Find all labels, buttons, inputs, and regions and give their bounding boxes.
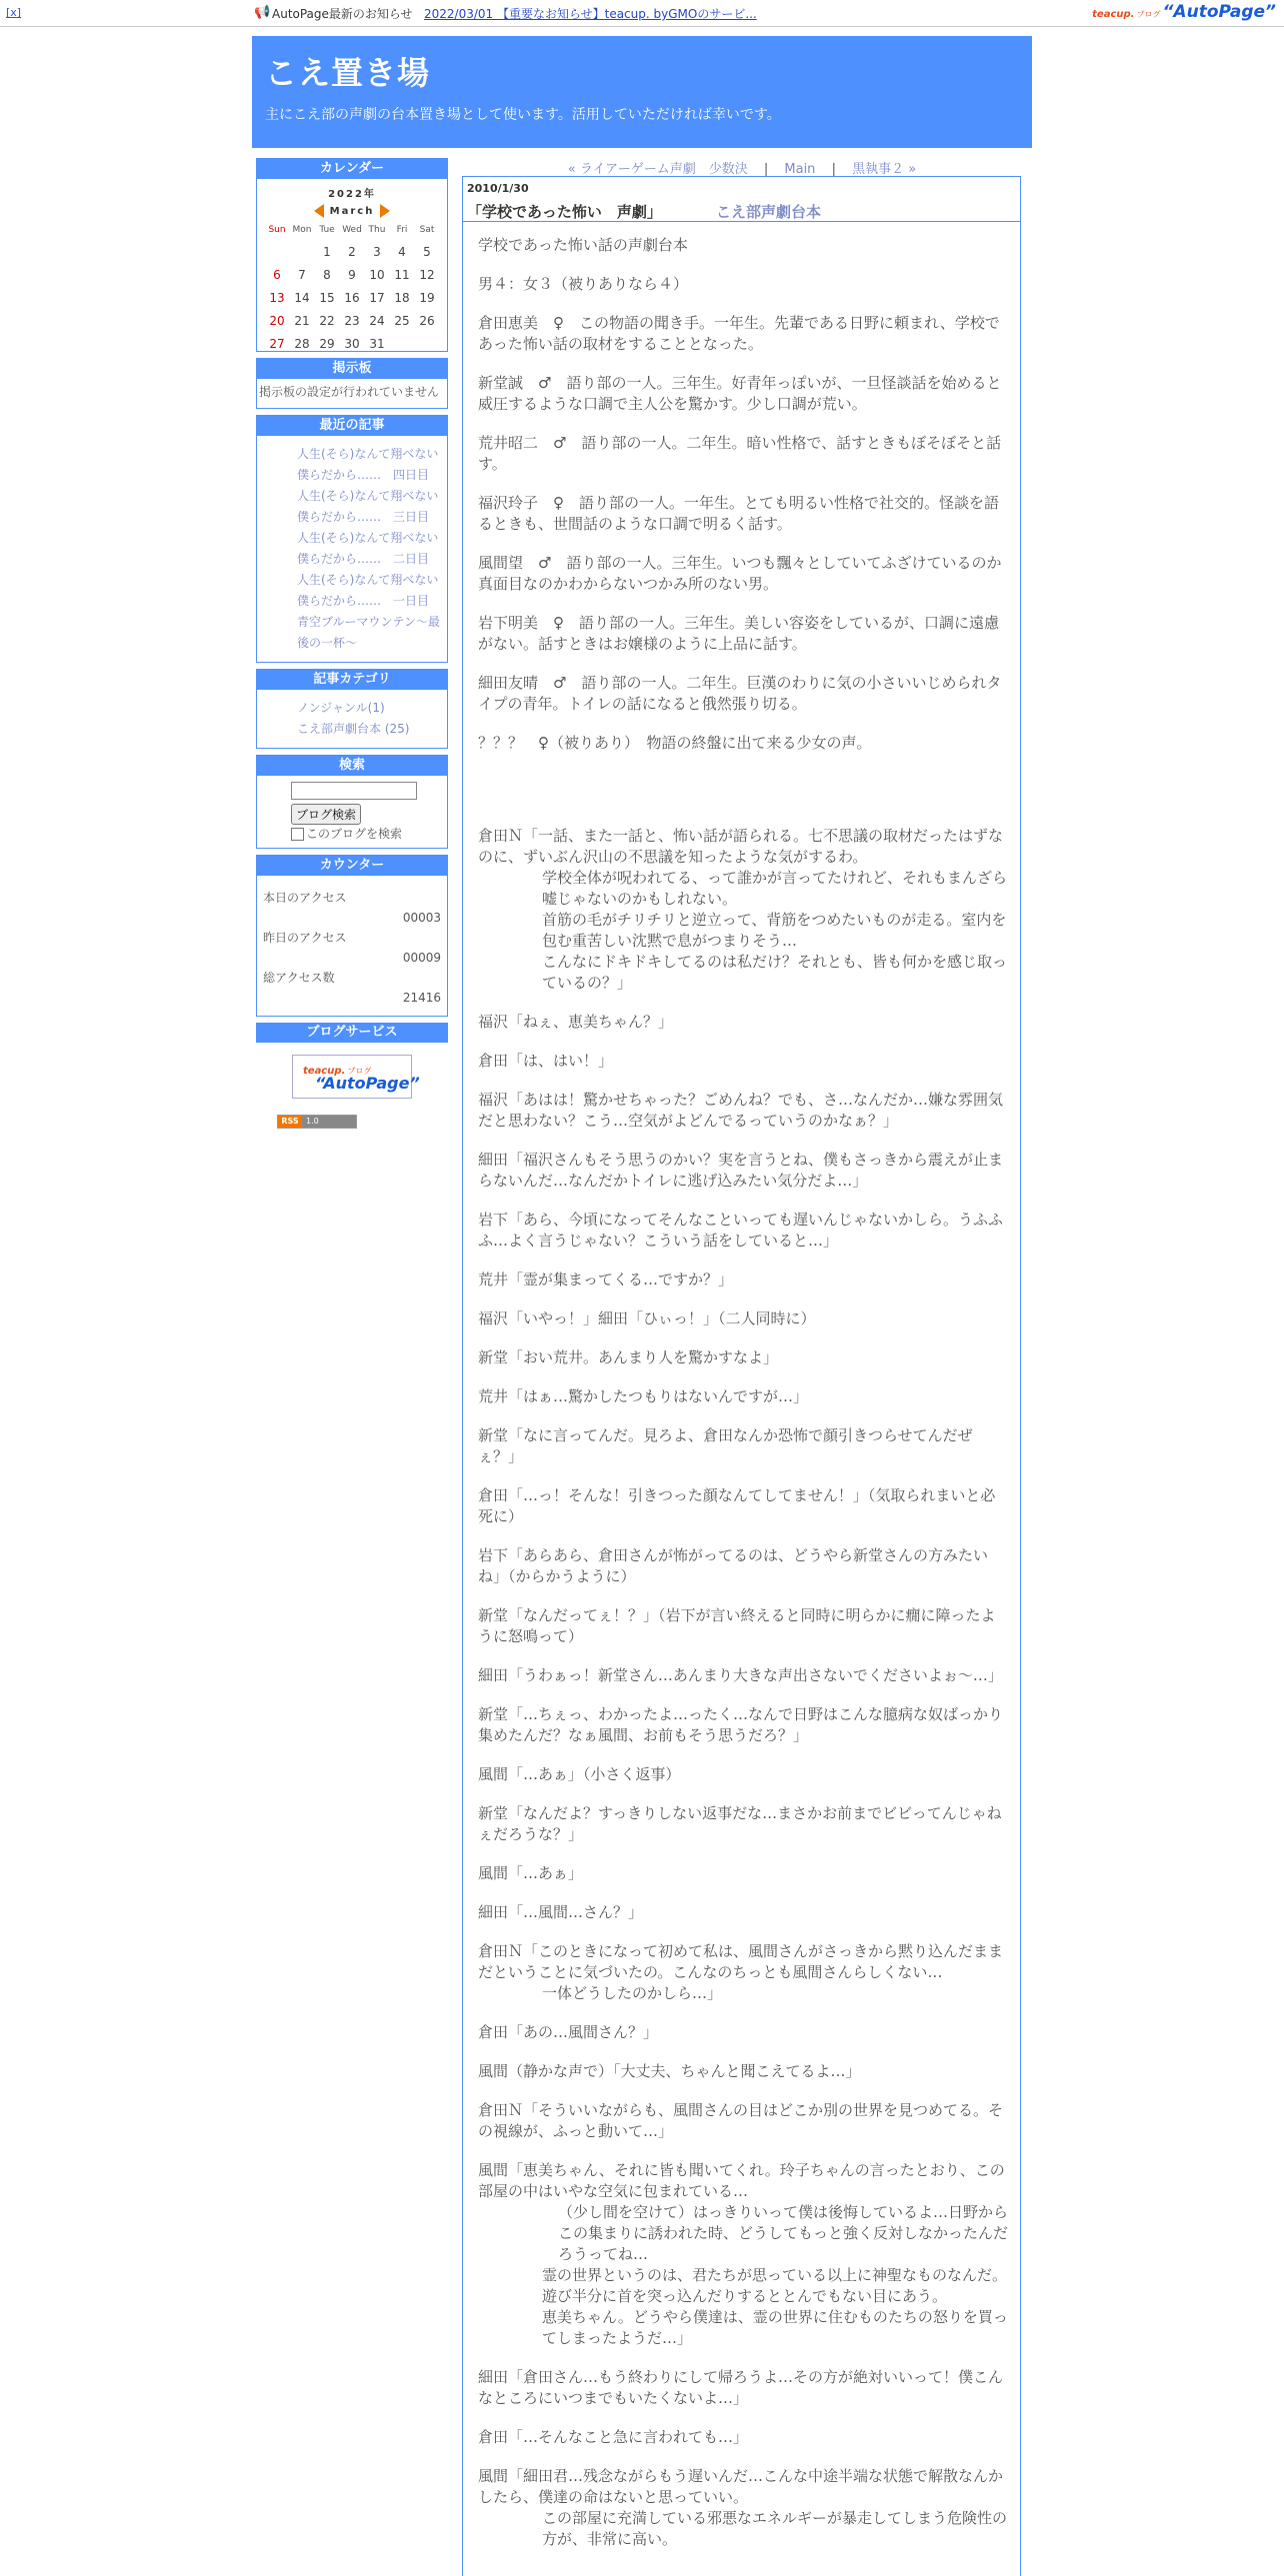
dialogue-line: 風間「…あぁ」 — [478, 1864, 583, 1882]
post-paragraph: 荒井昭二 ♂ 語り部の一人。二年生。暗い性格で、話すときもぼそぼそと話す。 — [478, 434, 1002, 473]
dialogue-line: 新堂「なんだよ？すっきりしない返事だな…まさかお前までビビってんじゃねぇだろうな？」 — [478, 1804, 1002, 1843]
narration-block — [478, 826, 1008, 994]
nav-separator: | — [763, 162, 769, 177]
calendar-day: 18 — [394, 290, 410, 305]
categories-widget — [256, 669, 448, 749]
dialogue-line: 新堂「…ちぇっ、わかったよ…ったく…なんで日野はこんな臆病な奴ばっかり集めたんだ？なぁ風間、お前もそう思うだろ？」 — [478, 1705, 1004, 1744]
calendar-title: カレンダー — [257, 159, 447, 179]
post-paragraph: 男４：女３（被りありなら４） — [478, 275, 689, 293]
post-date: 2010/1/30 — [467, 182, 529, 195]
narration-line: 学校全体が呪われてる、って誰かが言ってたけれど、それもまんざら嘘じゃないのかもしれない。 — [542, 869, 1008, 908]
sidebar — [256, 158, 448, 1135]
dialogue-line: 細田「倉田さん…もう終わりにして帰ろうよ…その方が絶対いいって！僕こんなところにいつまでもいたくないよ…」 — [478, 2368, 1004, 2407]
narration-line: 首筋の毛がチリチリと逆立って、背筋をつめたいものが走る。室内を包む重苦しい沈黙で息がつまりそう… — [542, 911, 1007, 950]
dialogue-line: 風間「細田君…残念ながらもう遅いんだ…こんな中途半端な状態で解散なんかしたら、僕達の命はないと思っていい。 — [478, 2467, 1004, 2506]
recent-posts-list — [257, 436, 447, 662]
calendar-day: 9 — [348, 267, 356, 282]
calendar-day: 1 — [323, 244, 331, 259]
recent-post-link[interactable]: 青空ブルーマウンテン～最後の一杯～ — [297, 614, 440, 650]
counter-widget — [256, 855, 448, 1017]
prev-month-icon[interactable] — [314, 204, 324, 218]
post-title[interactable]: 「学校であった怖い 声劇」 — [467, 203, 662, 221]
weekday-header: Sat — [419, 225, 435, 235]
calendar-day: 29 — [319, 336, 335, 351]
recent-post-link[interactable]: 人生(そら)なんて翔べない僕らだから…… 二日目 — [297, 530, 439, 566]
brand-autopage: “AutoPage” — [1162, 2, 1276, 22]
calendar-day: 22 — [319, 313, 335, 328]
calendar-day: 8 — [323, 267, 331, 282]
calendar-day: 27 — [269, 336, 285, 351]
calendar-day: 10 — [369, 267, 385, 282]
title-divider — [463, 221, 1020, 222]
next-month-icon[interactable] — [380, 204, 390, 218]
dialogue-line: 恵美ちゃん。どうやら僕達は、霊の世界に住むものたちの怒りを買ってしまったようだ…」 — [542, 2308, 1008, 2347]
post-paragraph: 福沢玲子 ♀ 語り部の一人。一年生。とても明るい性格で社交的。怪談を語るときも、世間話のような口調で明るく話す。 — [478, 494, 999, 533]
recent-post-link[interactable]: 人生(そら)なんて翔べない僕らだから…… 四日目 — [297, 446, 439, 482]
dialogue-line: 倉田Ｎ「そういいながらも、風間さんの目はどこか別の世界を見つめてる。その視線が、ふっと動いて…」 — [478, 2101, 1004, 2140]
post-body — [478, 235, 1008, 2568]
autopage-logo[interactable] — [1092, 2, 1276, 22]
counter-title: カウンター — [257, 856, 447, 876]
search-title: 検索 — [257, 756, 447, 776]
post-paragraph: 風間望 ♂ 語り部の一人。三年生。いつも飄々としていてふざけているのか真面目なのかわからないつかみ所のない男。 — [478, 554, 1002, 593]
recent-post-link[interactable]: 人生(そら)なんて翔べない僕らだから…… 一日目 — [297, 572, 439, 608]
logo-autopage: “AutoPage” — [315, 1073, 420, 1093]
dialogue-line: 倉田「…っ！そんな！引きつった顔なんてしてません！」（気取られまいと必死に） — [478, 1486, 996, 1525]
calendar-day: 14 — [294, 290, 310, 305]
calendar-day: 21 — [294, 313, 310, 328]
dialogue-line: 倉田「…そんなこと急に言われても…」 — [478, 2428, 749, 2446]
dialogue-line: 荒井「はぁ…驚かしたつもりはないんですが…」 — [478, 1387, 809, 1405]
search-input[interactable] — [291, 782, 417, 800]
weekday-header: Sun — [268, 225, 286, 235]
dialogue-line: 風間「恵美ちゃん、それに皆も聞いてくれ。玲子ちゃんの言ったとおり、この部屋の中はいやな空気に包まれている… — [478, 2161, 1005, 2200]
post-paragraph: 倉田恵美 ♀ この物語の聞き手。一年生。先輩である日野に頼まれ、学校であった怖い話の取材をすることとなった。 — [478, 314, 1000, 353]
weekday-header: Tue — [319, 225, 335, 235]
bbs-message: 掲示板の設定が行われていません — [259, 385, 440, 399]
dialogue-line: 新堂「なんだってぇ！？」（岩下が言い終えると同時に明らかに癇に障ったように怒鳴って） — [478, 1606, 996, 1645]
dialogue-line: 倉田「あの…風間さん？」 — [478, 2023, 659, 2041]
search-this-blog-checkbox[interactable] — [291, 828, 304, 841]
search-widget — [256, 755, 448, 849]
calendar-day: 13 — [269, 290, 285, 305]
narration-line: 倉田Ｎ「このときになって初めて私は、風間さんがさっきから黙り込んだままだということに気づいたの。こんなのちっとも風間さんらしくない… — [478, 1942, 1004, 1981]
search-this-blog-label: このブログを検索 — [306, 826, 403, 841]
counter-today-value: 00003 — [402, 910, 441, 925]
calendar-day: 26 — [419, 313, 435, 328]
calendar-day: 5 — [423, 244, 431, 259]
brand-teacup: teacup. — [1092, 9, 1135, 20]
post-paragraph: 細田友晴 ♂ 語り部の一人。二年生。巨漢のわりに気の小さいいじめられタイプの青年。トイレの話になると俄然張り切る。 — [478, 674, 1002, 713]
counter-body — [257, 876, 447, 1016]
teacup-autopage-logo[interactable] — [292, 1055, 420, 1099]
calendar-day: 20 — [269, 313, 285, 328]
next-post-link[interactable]: 黒執事２ » — [852, 162, 917, 177]
speaker-icon: 📢 — [254, 5, 271, 20]
blog-subtitle: 主にこえ部の声劇の台本置き場として使います。活用していただければ幸いです。 — [265, 107, 781, 123]
calendar-day: 15 — [319, 290, 335, 305]
calendar-day: 25 — [394, 313, 410, 328]
nav-separator: | — [831, 162, 836, 177]
calendar-day: 7 — [298, 267, 306, 282]
autopage-notice-bar — [0, 0, 1284, 27]
narration-line: 一体どうしたのかしら…」 — [542, 1984, 723, 2002]
counter-total-label: 総アクセス数 — [263, 970, 335, 985]
calendar-day: 31 — [369, 336, 385, 351]
calendar-grid — [265, 220, 440, 355]
calendar-day: 2 — [348, 244, 356, 259]
category-link[interactable]: こえ部声劇台本 (25) — [297, 721, 410, 736]
post-paragraph: 新堂誠 ♂ 語り部の一人。三年生。好青年っぽいが、一旦怪談話を始めると威圧するような口調で主人公を驚かす。少し口調が荒い。 — [478, 374, 1002, 413]
dialogue-line: 倉田「は、はい！」 — [478, 1052, 614, 1070]
calendar-day: 30 — [344, 336, 360, 351]
calendar-widget — [256, 158, 448, 352]
dialogue-block — [478, 2466, 1008, 2550]
post-paragraph: 学校であった怖い話の声劇台本 — [478, 236, 688, 254]
search-form — [257, 776, 447, 848]
recent-posts-title: 最近の記事 — [257, 416, 447, 436]
blog-search-button[interactable]: ブログ検索 — [291, 804, 361, 825]
dialogue-line: 細田「…風間…さん？」 — [478, 1903, 644, 1921]
recent-posts-widget — [256, 415, 448, 663]
service-logo-area — [256, 1043, 448, 1105]
dialogue-block — [478, 2160, 1008, 2349]
calendar-day: 6 — [273, 267, 281, 282]
calendar-day: 17 — [369, 290, 385, 305]
blog-service-widget — [256, 1023, 448, 1129]
dialogue-line: 細田「福沢さんもそう思うのかい？実を言うとね、僕もさっきから震えが止まらないんだ…なんだかトイレに逃げ込みたい気分だよ…」 — [478, 1151, 1004, 1190]
category-link[interactable]: ノンジャンル(1) — [297, 700, 385, 715]
notice-label: AutoPage最新のお知らせ — [272, 7, 413, 21]
dialogue-line: 新堂「なに言ってんだ。見ろよ、倉田なんか恐怖で顔引きつらせてんだぜぇ？」 — [478, 1426, 973, 1465]
blog-header — [252, 36, 1032, 148]
bbs-title: 掲示板 — [257, 359, 447, 379]
dialogue-line: 霊の世界というのは、君たちが思っている以上に神聖なものなんだ。遊び半分に首を突っ込んだりするととんでもない目にあう。 — [542, 2266, 1008, 2305]
weekday-header: Wed — [342, 225, 362, 235]
logo-teacup: teacup. — [303, 1065, 346, 1077]
weekday-header: Thu — [368, 225, 386, 235]
blog-service-title: ブログサービス — [256, 1023, 448, 1043]
calendar-day: 11 — [394, 267, 410, 282]
blog-title[interactable]: こえ置き場 — [265, 54, 431, 92]
weekday-header: Fri — [396, 225, 408, 235]
rss-feed-button[interactable] — [277, 1115, 357, 1129]
counter-yesterday-value: 00009 — [402, 950, 441, 965]
post-paragraph: ？？？ ♀（被りあり） 物語の終盤に出て来る少女の声。 — [478, 734, 872, 752]
narration-line: 倉田Ｎ「一話、また一話と、怖い話が語られる。七不思議の取材だったはずなのに、ずいぶん沢山の不思議を知ったような気がするわ。 — [478, 827, 1004, 866]
close-notice-link[interactable]: [x] — [6, 6, 22, 19]
dialogue-line: （少し間を空けて）はっきりいって僕は後悔しているよ…日野からこの集まりに誘われた時、どうしてもっと強く反対しなかったんだろうってね… — [558, 2203, 1009, 2263]
calendar-day — [265, 240, 290, 263]
recent-post-link[interactable]: 人生(そら)なんて翔べない僕らだから…… 三日目 — [297, 488, 439, 524]
dialogue-line: 荒井「霊が集まってくる…ですか？」 — [478, 1271, 734, 1288]
brand-blog: ブログ — [1136, 10, 1161, 19]
dialogue-line: 細田「うわぁっ！新堂さん…あんまり大きな声出さないでくださいよぉ～…」 — [478, 1666, 1003, 1684]
calendar-month: March — [329, 205, 375, 217]
bbs-widget — [256, 358, 448, 409]
post-paragraph: 岩下明美 ♀ 語り部の一人。三年生。美しい容姿をしているが、口調に遠慮がない。話すときはお嬢様のように上品に話す。 — [478, 614, 999, 653]
rss-version: 1.0 — [302, 1116, 356, 1128]
dialogue-line: この部屋に充満している邪悪なエネルギーが暴走してしまう危険性の方が、非常に高い。 — [542, 2509, 1008, 2548]
rss-icon: RSS — [278, 1116, 302, 1128]
counter-today-label: 本日のアクセス — [263, 890, 347, 905]
blog-post — [462, 176, 1021, 2576]
dialogue-line: 岩下「あら、今頃になってそんなこといっても遅いんじゃないかしら。うふふふ…よく言うじゃない？こういう話をしていると…」 — [478, 1211, 1004, 1250]
calendar-day: 4 — [398, 244, 406, 259]
calendar-day — [390, 332, 415, 355]
calendar-year: 2022年 — [328, 189, 376, 200]
prev-post-link[interactable]: « ライアーゲーム声劇 少数決 — [567, 162, 748, 177]
calendar-nav — [257, 204, 447, 218]
calendar-day: 19 — [419, 290, 435, 305]
narration-line: こんなにドキドキしてるのは私だけ？それとも、皆も何かを感じ取っているの？」 — [542, 953, 1008, 992]
weekday-header: Mon — [292, 225, 312, 235]
dialogue-line: 福沢「あはは！驚かせちゃった？ごめんね？でも、さ…なんだか…嫌な雰囲気だと思わない？こう…空気がよどんでるっていうのかなぁ？」 — [478, 1091, 1004, 1130]
narration-block — [478, 1941, 1008, 2004]
dialogue-line: 新堂「おい荒井。あんまり人を驚かすなよ」 — [478, 1348, 779, 1366]
main-link[interactable]: Main — [784, 162, 816, 177]
dialogue-line: 風間（静かな声で）「大丈夫、ちゃんと聞こえてるよ…」 — [478, 2062, 861, 2080]
dialogue-line: 福沢「ねぇ、恵美ちゃん？」 — [478, 1013, 674, 1031]
calendar-day — [290, 240, 315, 263]
dialogue-line: 福沢「いやっ！」細田「ひぃっ！」（二人同時に） — [478, 1309, 816, 1327]
post-navigation — [462, 158, 1022, 177]
calendar-day: 23 — [344, 313, 360, 328]
calendar-day — [415, 332, 440, 355]
dialogue-line: 風間「…あぁ」（小さく返事） — [478, 1765, 681, 1783]
calendar-day: 28 — [294, 336, 310, 351]
categories-title: 記事カテゴリ — [257, 670, 447, 690]
categories-list — [257, 690, 447, 748]
dialogue-line: 岩下「あらあら、倉田さんが怖がってるのは、どうやら新堂さんの方みたいね」（からかうように） — [478, 1546, 989, 1585]
counter-total-value: 21416 — [402, 990, 441, 1005]
notice-link[interactable]: 2022/03/01 【重要なお知らせ】teacup. byGMOのサービ... — [424, 7, 757, 21]
calendar-day: 24 — [369, 313, 385, 328]
counter-yesterday-label: 昨日のアクセス — [263, 930, 347, 945]
logo-blog: ブログ — [347, 1066, 372, 1076]
calendar-day: 16 — [344, 290, 360, 305]
calendar-day: 3 — [373, 244, 381, 259]
post-category-link[interactable]: こえ部声劇台本 — [716, 203, 822, 221]
calendar-day: 12 — [419, 267, 435, 282]
